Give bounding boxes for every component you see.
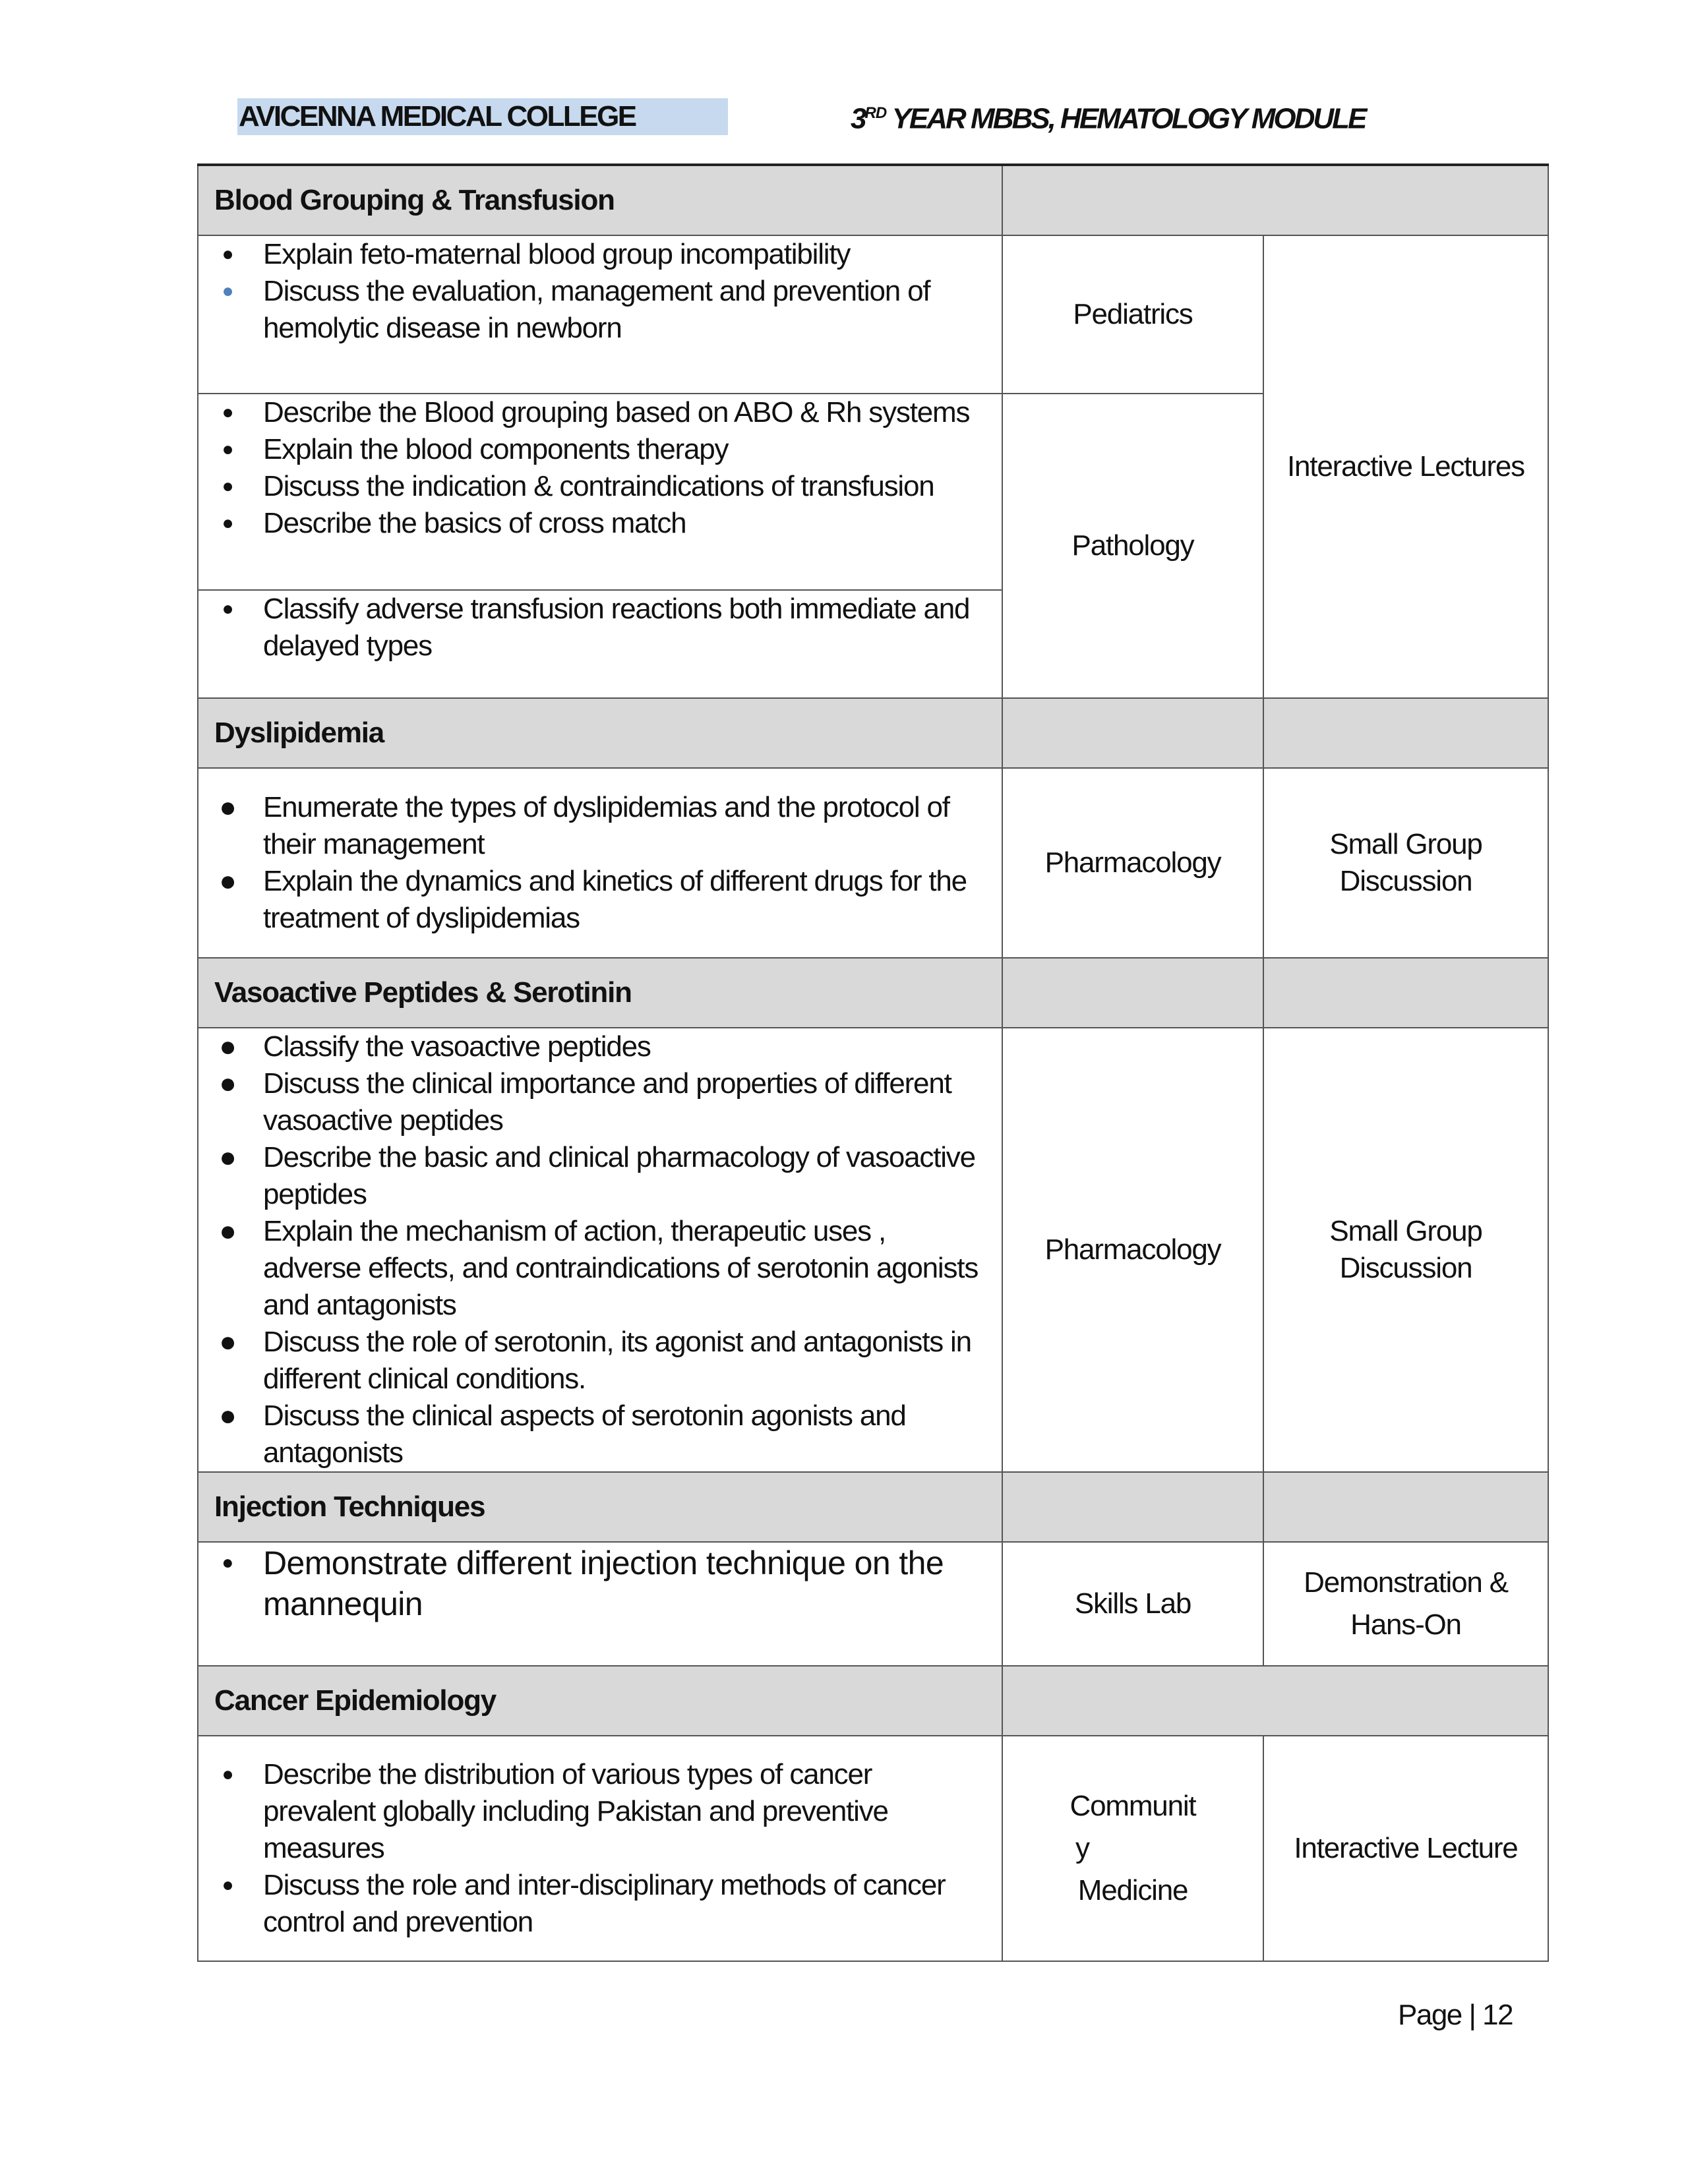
schedule-table xyxy=(197,163,1549,1962)
section-header-row xyxy=(198,1666,1548,1736)
bullet-icon: ● xyxy=(222,1874,233,1896)
objective-item: ● Describe the distribution of various types of cancer prevalent globally including Pakistan and preventive measures xyxy=(208,1756,986,1867)
bullet-icon: ● xyxy=(222,598,233,620)
bullet-icon: ● xyxy=(222,438,233,460)
bullet-icon: ● xyxy=(219,865,236,897)
method-cell xyxy=(1263,768,1548,958)
bullet-icon: ● xyxy=(222,1552,233,1574)
section-header-row xyxy=(198,1472,1548,1542)
section-header-blank xyxy=(1002,698,1263,768)
objective-item: ● Describe the basic and clinical pharmacology of vasoactive peptides xyxy=(208,1139,986,1213)
method-line: Small Group xyxy=(1329,828,1482,860)
section-header-row xyxy=(198,958,1548,1028)
objective-item: ● Discuss the indication & contraindications of transfusion xyxy=(208,468,986,505)
objective-item: ● Explain feto-maternal blood group incompatibility xyxy=(208,236,986,273)
section-title: Injection Techniques xyxy=(198,1472,1002,1542)
objectives-row xyxy=(198,1028,1548,1472)
objectives-row xyxy=(198,768,1548,958)
bullet-icon: ● xyxy=(219,1400,236,1432)
objective-item: ● Classify the vasoactive peptides xyxy=(208,1028,986,1065)
objective-item: ● Describe the basics of cross match xyxy=(208,505,986,542)
objective-item: ● Discuss the role and inter-disciplinary methods of cancer control and prevention xyxy=(208,1867,986,1941)
objectives-cell xyxy=(198,235,1002,394)
objective-list xyxy=(208,394,986,542)
objective-list xyxy=(208,1756,986,1941)
method-line: Discussion xyxy=(1339,865,1472,897)
section-header-blank xyxy=(1002,1666,1548,1736)
objective-list xyxy=(208,1543,986,1624)
objectives-row xyxy=(198,1736,1548,1961)
bullet-icon: ● xyxy=(222,280,233,302)
bullet-icon: ● xyxy=(219,1067,236,1100)
objective-list xyxy=(208,591,986,664)
objective-item: ● Discuss the evaluation, management and prevention of hemolytic disease in newborn xyxy=(208,273,986,347)
section-header-blank xyxy=(1263,958,1548,1028)
section-header-blank xyxy=(1002,165,1548,235)
department-line: y xyxy=(1075,1832,1089,1864)
module-title xyxy=(851,94,1365,139)
bullet-icon: ● xyxy=(219,791,236,823)
objectives-cell xyxy=(198,1736,1002,1961)
objective-item: ● Classify adverse transfusion reactions both immediate and delayed types xyxy=(208,591,986,664)
section-header-row xyxy=(198,165,1548,235)
section-title: Vasoactive Peptides & Serotinin xyxy=(198,958,1002,1028)
objectives-cell xyxy=(198,1542,1002,1666)
method-cell: Interactive Lectures xyxy=(1263,235,1548,698)
bullet-icon: ● xyxy=(219,1326,236,1358)
method-line: Small Group xyxy=(1329,1215,1482,1247)
section-header-row xyxy=(198,698,1548,768)
objectives-row xyxy=(198,1542,1548,1666)
section-header-blank xyxy=(1002,1472,1263,1542)
department-cell xyxy=(1002,1736,1263,1961)
method-cell xyxy=(1263,1028,1548,1472)
method-cell xyxy=(1263,1542,1548,1666)
objective-item: ● Enumerate the types of dyslipidemias and the protocol of their management xyxy=(208,789,986,863)
objective-list xyxy=(208,236,986,347)
method-line: Hans-On xyxy=(1350,1608,1461,1641)
department-cell: Pharmacology xyxy=(1002,1028,1263,1472)
module-name: YEAR MBBS, HEMATOLOGY MODULE xyxy=(886,102,1366,135)
department-cell: Pathology xyxy=(1002,394,1263,698)
objectives-cell xyxy=(198,1028,1002,1472)
objectives-cell xyxy=(198,590,1002,698)
department-line: Communit xyxy=(1070,1790,1196,1822)
objective-item: ● Explain the mechanism of action, therapeutic uses , adverse effects, and contraindications of serotonin agonists and antagonists xyxy=(208,1213,986,1324)
section-title: Blood Grouping & Transfusion xyxy=(198,165,1002,235)
bullet-icon: ● xyxy=(222,475,233,497)
bullet-icon: ● xyxy=(219,1215,236,1247)
objective-list xyxy=(208,1028,986,1471)
department-line: Medicine xyxy=(1077,1874,1188,1906)
objectives-cell xyxy=(198,394,1002,590)
bullet-icon: ● xyxy=(222,512,233,534)
module-year: 3 xyxy=(851,102,865,135)
bullet-icon: ● xyxy=(222,243,233,265)
objective-item: ● Explain the blood components therapy xyxy=(208,431,986,468)
department-cell: Pediatrics xyxy=(1002,235,1263,394)
method-line: Demonstration & xyxy=(1304,1566,1508,1599)
objective-item: ● Discuss the clinical aspects of serotonin agonists and antagonists xyxy=(208,1398,986,1471)
objective-list xyxy=(208,789,986,937)
section-header-blank xyxy=(1263,1472,1548,1542)
module-year-suffix: RD xyxy=(864,104,887,122)
bullet-icon: ● xyxy=(222,1763,233,1785)
bullet-icon: ● xyxy=(219,1141,236,1173)
bullet-icon: ● xyxy=(222,401,233,423)
objectives-cell xyxy=(198,768,1002,958)
objectives-row xyxy=(198,235,1548,394)
objective-item: ● Demonstrate different injection technique on the mannequin xyxy=(208,1543,986,1624)
section-title: Dyslipidemia xyxy=(198,698,1002,768)
department-cell: Skills Lab xyxy=(1002,1542,1263,1666)
method-line: Discussion xyxy=(1339,1252,1472,1284)
page-number: Page | 12 xyxy=(1398,1999,1513,2031)
section-header-blank xyxy=(1263,698,1548,768)
objective-item: ● Explain the dynamics and kinetics of different drugs for the treatment of dyslipidemias xyxy=(208,863,986,937)
objective-item: ● Discuss the role of serotonin, its agonist and antagonists in different clinical conditions. xyxy=(208,1324,986,1398)
method-cell: Interactive Lecture xyxy=(1263,1736,1548,1961)
section-header-blank xyxy=(1002,958,1263,1028)
bullet-icon: ● xyxy=(219,1030,236,1063)
section-title: Cancer Epidemiology xyxy=(198,1666,1002,1736)
objective-item: ● Describe the Blood grouping based on ABO & Rh systems xyxy=(208,394,986,431)
department-cell: Pharmacology xyxy=(1002,768,1263,958)
objective-item: ● Discuss the clinical importance and properties of different vasoactive peptides xyxy=(208,1065,986,1139)
college-name: AVICENNA MEDICAL COLLEGE xyxy=(237,98,728,135)
